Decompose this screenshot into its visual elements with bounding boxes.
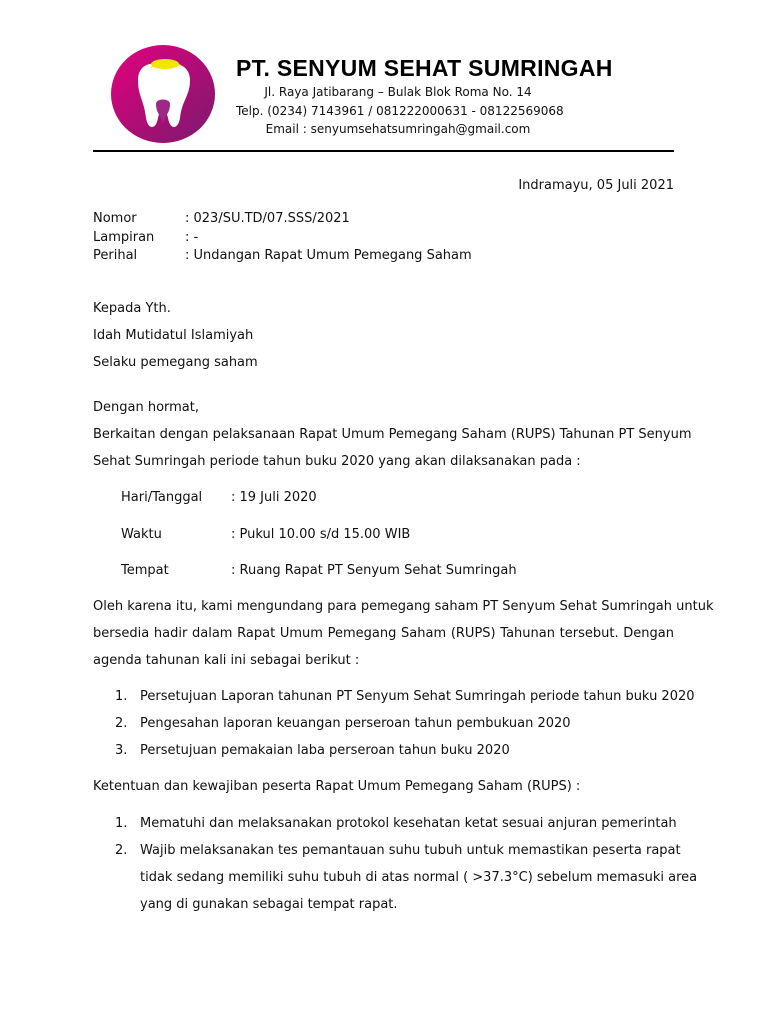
- header-divider: [93, 150, 674, 152]
- detail-label-date: Hari/Tanggal: [121, 490, 203, 505]
- meta-value-perihal: : Undangan Rapat Umum Pemegang Saham: [185, 248, 472, 263]
- agenda-item: Persetujuan Laporan tahunan PT Senyum Sehat Sumringah periode tahun buku 2020: [140, 689, 695, 704]
- detail-label-time: Waktu: [121, 527, 162, 542]
- rule-item-line: tidak sedang memiliki suhu tubuh di atas normal ( >37.3°C) sebelum memasuki area: [140, 870, 698, 885]
- meta-label-lampiran: Lampiran: [93, 230, 155, 245]
- company-phone: Telp. (0234) 7143961 / 081222000631 - 08122569068: [236, 104, 564, 118]
- detail-label-place: Tempat: [121, 563, 169, 578]
- meta-value-nomor: : 023/SU.TD/07.SSS/2021: [185, 211, 350, 226]
- agenda-number: 2.: [115, 716, 128, 731]
- company-email: Email : senyumsehatsumringah@gmail.com: [265, 122, 531, 136]
- tooth-logo-icon: [110, 44, 216, 144]
- rule-item-line: yang di gunakan sebagai tempat rapat.: [140, 897, 398, 912]
- recipient-line: Kepada Yth.: [93, 301, 171, 316]
- company-name: PT. SENYUM SEHAT SUMRINGAH: [236, 55, 613, 81]
- rule-number: 1.: [115, 816, 128, 831]
- invitation-line: bersedia hadir dalam Rapat Umum Pemegang Saham (RUPS) Tahunan tersebut. Dengan: [93, 626, 674, 641]
- intro-line: Sehat Sumringah periode tahun buku 2020 yang akan dilaksanakan pada :: [93, 454, 581, 469]
- meta-label-perihal: Perihal: [93, 248, 138, 263]
- agenda-item: Persetujuan pemakaian laba perseroan tahun buku 2020: [140, 743, 510, 758]
- intro-line: Berkaitan dengan pelaksanaan Rapat Umum Pemegang Saham (RUPS) Tahunan PT Senyum: [93, 427, 692, 442]
- rule-item-line: Wajib melaksanakan tes pemantauan suhu tubuh untuk memastikan peserta rapat: [140, 843, 681, 858]
- greeting: Dengan hormat,: [93, 400, 200, 415]
- recipient-name: Idah Mutidatul Islamiyah: [93, 328, 254, 343]
- place-date: Indramayu, 05 Juli 2021: [518, 178, 674, 193]
- rules-intro: Ketentuan dan kewajiban peserta Rapat Umum Pemegang Saham (RUPS) :: [93, 779, 581, 794]
- invitation-line: agenda tahunan kali ini sebagai berikut :: [93, 653, 360, 668]
- rule-number: 2.: [115, 843, 128, 858]
- recipient-role: Selaku pemegang saham: [93, 355, 258, 370]
- meta-value-lampiran: : -: [185, 230, 199, 245]
- agenda-number: 3.: [115, 743, 128, 758]
- agenda-item: Pengesahan laporan keuangan perseroan tahun pembukuan 2020: [140, 716, 571, 731]
- rule-item: Mematuhi dan melaksanakan protokol kesehatan ketat sesuai anjuran pemerintah: [140, 816, 677, 831]
- agenda-number: 1.: [115, 689, 128, 704]
- meta-label-nomor: Nomor: [93, 211, 137, 226]
- detail-value-time: : Pukul 10.00 s/d 15.00 WIB: [231, 527, 411, 542]
- detail-value-date: : 19 Juli 2020: [231, 490, 317, 505]
- invitation-line: Oleh karena itu, kami mengundang para pemegang saham PT Senyum Sehat Sumringah untuk: [93, 599, 714, 614]
- detail-value-place: : Ruang Rapat PT Senyum Sehat Sumringah: [231, 563, 517, 578]
- company-address: Jl. Raya Jatibarang – Bulak Blok Roma No. 14: [264, 85, 532, 99]
